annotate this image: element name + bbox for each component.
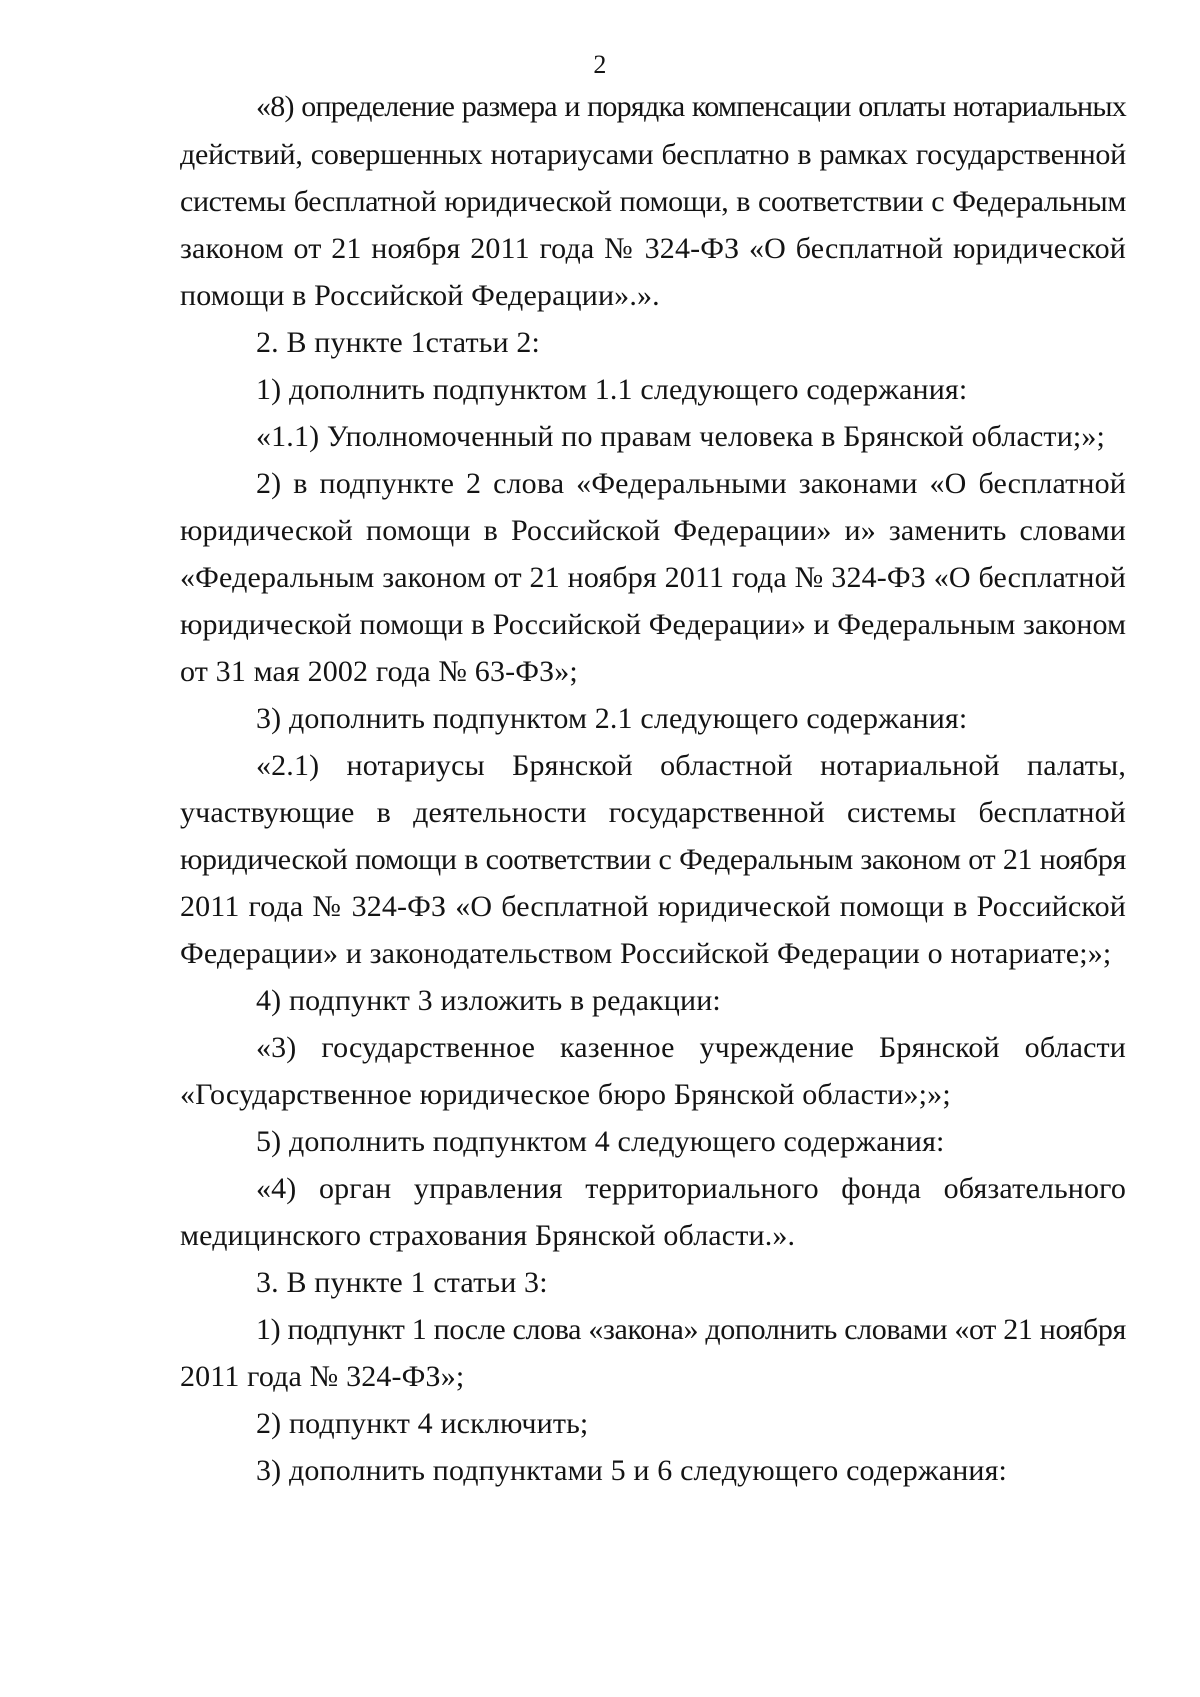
text-line: 5) дополнить подпунктом 4 следующего содержания:: [256, 1125, 945, 1158]
text-line: «8) определение размера и порядка компенсации оплаты нотариальных: [256, 90, 1126, 123]
text-line: 2) в подпункте 2 слова «Федеральными законами «О бесплатной: [256, 467, 1126, 500]
text-line: 2011 года № 324-ФЗ»;: [180, 1360, 465, 1393]
text-line: 3) дополнить подпунктами 5 и 6 следующего содержания:: [256, 1454, 1008, 1487]
text-line: 4) подпункт 3 изложить в редакции:: [256, 984, 721, 1017]
text-line: Федерации» и законодательством Российской Федерации о нотариате;»;: [180, 937, 1112, 970]
text-line: 2. В пункте 1статьи 2:: [256, 326, 541, 359]
text-line: помощи в Российской Федерации».».: [180, 279, 660, 312]
text-line: 2) подпункт 4 исключить;: [256, 1407, 589, 1440]
text-line: действий, совершенных нотариусами бесплатно в рамках государственной: [180, 138, 1126, 171]
text-line: юридической помощи в соответствии с Федеральным законом от 21 ноября: [180, 843, 1126, 876]
text-line: «Федеральным законом от 21 ноября 2011 года № 324-ФЗ «О бесплатной: [180, 561, 1126, 594]
text-line: системы бесплатной юридической помощи, в соответствии с Федеральным: [180, 185, 1126, 218]
text-line: законом от 21 ноября 2011 года № 324-ФЗ «О бесплатной юридической: [180, 232, 1126, 265]
text-line: «Государственное юридическое бюро Брянской области»;»;: [180, 1078, 951, 1111]
text-line: юридической помощи в Российской Федерации» и Федеральным законом: [180, 608, 1126, 641]
text-line: «1.1) Уполномоченный по правам человека в Брянской области;»;: [256, 420, 1106, 453]
text-line: 1) подпункт 1 после слова «закона» дополнить словами «от 21 ноября: [256, 1313, 1126, 1346]
text-line: медицинского страхования Брянской области.».: [180, 1219, 796, 1252]
text-line: «4) орган управления территориального фонда обязательного: [256, 1172, 1126, 1205]
text-line: 3) дополнить подпунктом 2.1 следующего содержания:: [256, 702, 968, 735]
text-line: «3) государственное казенное учреждение Брянской области: [256, 1031, 1126, 1064]
text-line: участвующие в деятельности государственной системы бесплатной: [180, 796, 1126, 829]
text-line: 3. В пункте 1 статьи 3:: [256, 1266, 548, 1299]
text-line: «2.1) нотариусы Брянской областной нотариальной палаты,: [256, 749, 1126, 782]
text-line: юридической помощи в Российской Федерации» и» заменить словами: [180, 514, 1126, 547]
text-line: от 31 мая 2002 года № 63-ФЗ»;: [180, 655, 578, 688]
text-line: 1) дополнить подпунктом 1.1 следующего содержания:: [256, 373, 968, 406]
page-number: 2: [593, 50, 607, 79]
text-line: 2011 года № 324-ФЗ «О бесплатной юридической помощи в Российской: [180, 890, 1126, 923]
